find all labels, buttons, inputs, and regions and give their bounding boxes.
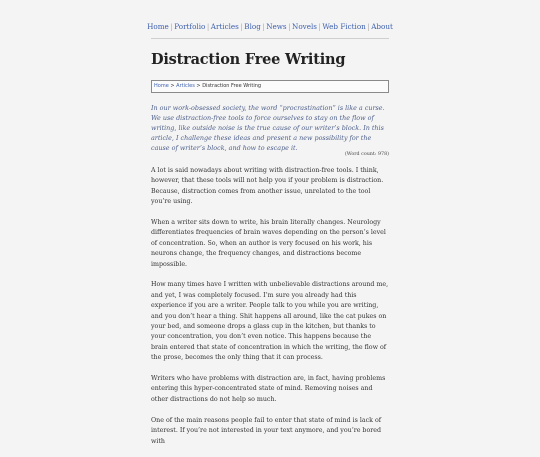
nav-link-articles[interactable]: Articles: [210, 22, 239, 31]
nav-separator: |: [170, 22, 173, 31]
nav-separator: |: [367, 22, 370, 31]
nav-separator: |: [206, 22, 210, 31]
nav-link-blog[interactable]: Blog: [244, 22, 261, 31]
nav-link-about[interactable]: About: [371, 22, 393, 31]
page-title: Distraction Free Writing: [151, 51, 346, 68]
nav-link-home[interactable]: Home: [147, 22, 169, 31]
nav-separator: |: [240, 22, 243, 31]
breadcrumb-separator: >: [196, 83, 201, 89]
article-paragraph: When a writer sits down to write, his brain literally changes. Neurology differentiates frequencies of brain waves depending on the person’s level of concentration. So, when an author is very focused on his work, his neurons change, the frequency changes, and distractions become impossible.: [151, 219, 386, 268]
article-abstract: In our work-obsessed society, the word “procrastination” is like a curse. We use distraction-free tools to force ourselves to stay on the flow of writing, like outside noise is the true cause of our writer’s block. In this article, I challenge these ideas and present a new possibility for the cause of writer’s block, and how to escape it.: [151, 104, 385, 152]
header-divider: [151, 38, 389, 39]
article-paragraph: Writers who have problems with distraction are, in fact, having problems entering this hyper-concentrated state of mind. Removing noises and other distractions do not help so much.: [151, 375, 386, 403]
breadcrumb-current: Distraction Free Writing: [202, 83, 262, 89]
breadcrumb-home-link[interactable]: Home: [154, 83, 169, 89]
word-count: (Word count: 978): [344, 152, 389, 157]
article-paragraph: One of the main reasons people fail to enter that state of mind is lack of interest. If you’re not interested in your text anymore, and you’re bored with: [151, 416, 382, 445]
nav-separator: |: [288, 22, 291, 31]
breadcrumb: [151, 80, 389, 93]
nav-link-novels[interactable]: Novels: [292, 22, 317, 31]
nav-link-portfolio[interactable]: Portfolio: [174, 22, 206, 31]
nav-separator: |: [262, 22, 265, 31]
nav-link-news[interactable]: News: [266, 22, 287, 31]
breadcrumb-articles-link[interactable]: Articles: [176, 83, 195, 89]
nav-separator: |: [318, 22, 321, 31]
breadcrumb-separator: >: [170, 83, 175, 89]
article-paragraph: A lot is said nowadays about writing with distraction-free tools. I think, however, that these tools will not help you if your problem is distraction. Because, distraction comes from another issue, unrelated to the tool you’re using.: [151, 167, 384, 206]
article-paragraph: How many times have I written with unbelievable distractions around me, and yet, I was completely focused. I’m sure you already had this experience if you are a writer. People talk to you while you are writing, and you don’t hear a thing. Shit happens all around, like the cat pukes on your bed, and someone drops a glass cup in the kitchen, but thanks to your concentration, you don’t even notice. This happens because the brain entered that state of concentration in which the writing, the flow of the prose, becomes the only thing that it can process.: [151, 281, 389, 362]
nav-link-web-fiction[interactable]: Web Fiction: [322, 22, 366, 31]
article-body: [151, 166, 389, 457]
top-nav: [0, 22, 540, 31]
